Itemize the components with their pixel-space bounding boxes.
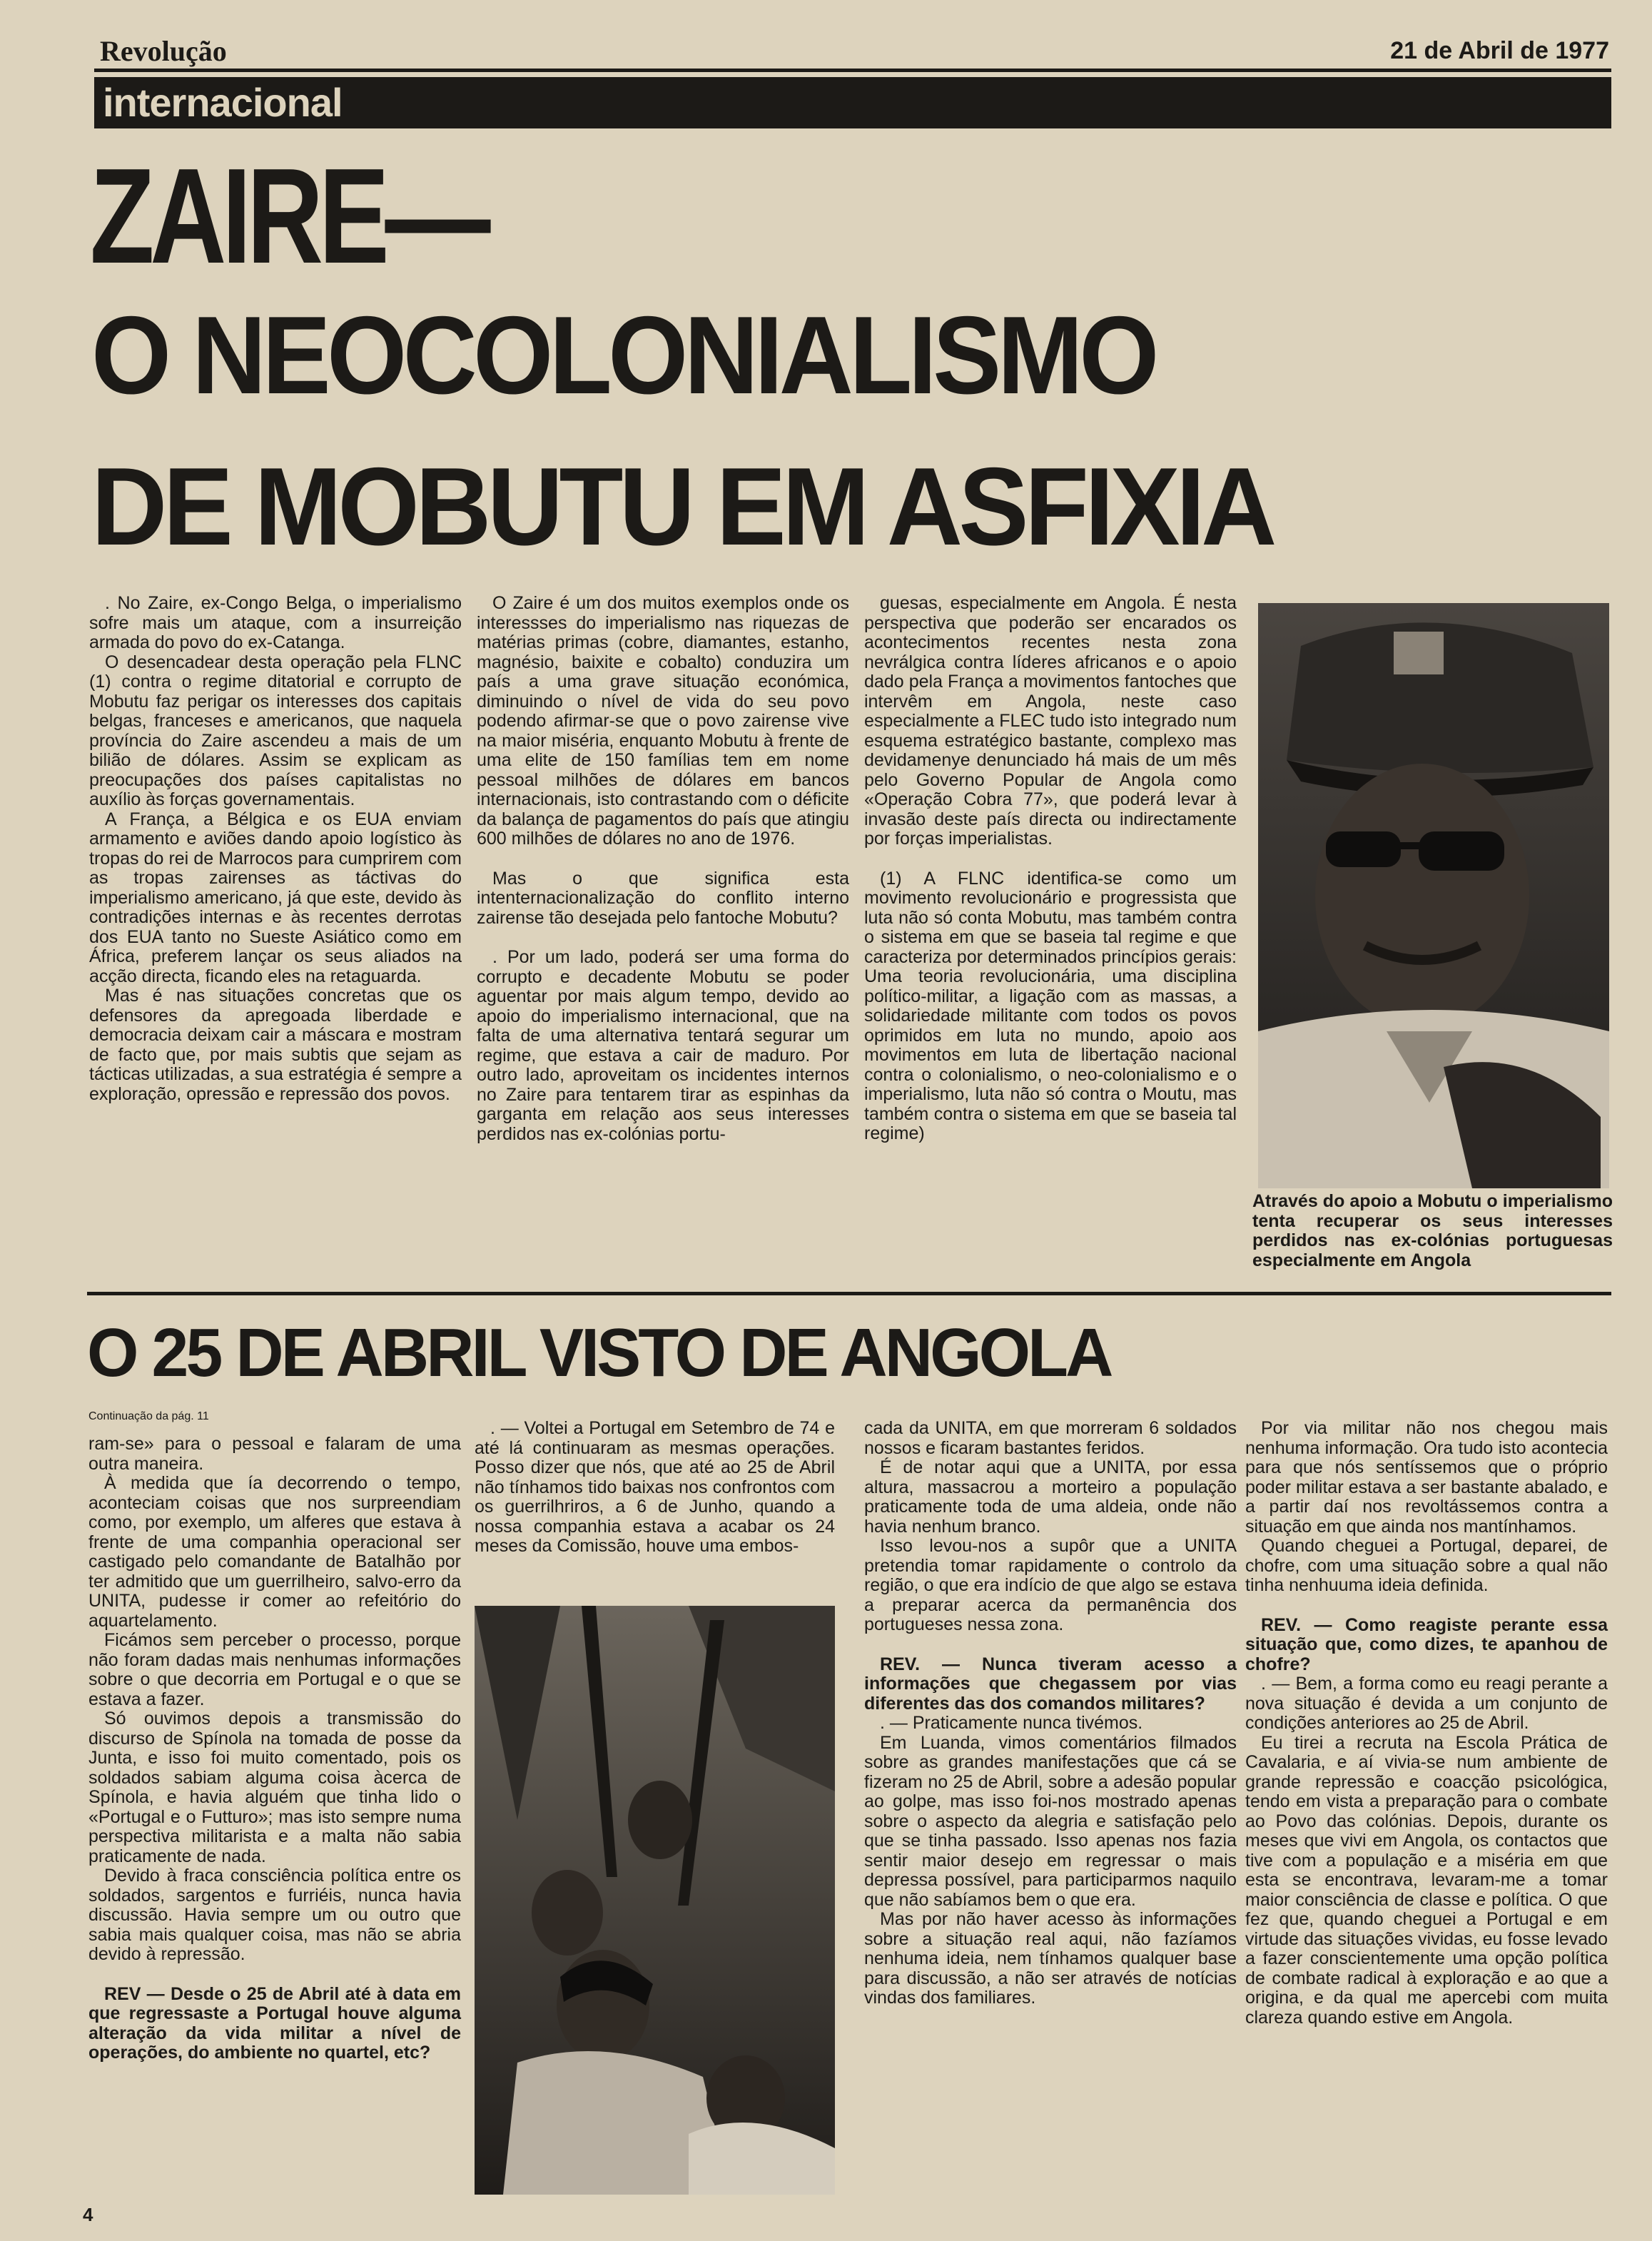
paragraph: guesas, especialmente em Angola. É nesta perspectiva que poderão ser encarados os acontecimentos recentes nesta zona nevrálgica contra líderes africanos e o apoio dado pela França a movimentos fantoches que intervêm em Angola, neste caso especialmente a FLEC tudo isto integrado num esquema estratégico bastante, complexo mas devidamenye denunciado há mais de um mês pelo Governo Popular de Angola como «Operação Cobra 77», que poderá levar à invasão deste país directa ou indirectamente por forças imperialistas. — [864, 593, 1237, 849]
paragraph: . — Praticamente nunca tivémos. — [880, 1713, 1143, 1733]
paragraph: O Zaire é um dos muitos exemplos onde os interessses do imperialismo nas riquezas de matérias primas (cobre, diamantes, estanho, magnésio, baixite e cobalto) conduzira um país a uma grave situação económica, diminuindo o nível de vida do seu povo podendo afirmar-se que o povo zairense vive na maior miséria, enquanto Mobutu à frente de uma elite de 150 famílias tem em nome pessoal milhões de dólares em bancos internacionais, isto contrastando com o déficite da balança de pagamentos do país que atingiu 600 milhões de dólares no ano de 1976. — [477, 593, 849, 849]
paragraph: Devido à fraca consciência política entre os soldados, sargentos e furriéis, nunca havia discussão. Havia sempre um ou outro que sabia mais qualquer coisa, mas não se abria devido à repressão. — [88, 1866, 461, 1964]
paragraph: . Por um lado, poderá ser uma forma do corrupto e decadente Mobutu se poder aguentar por mais algum tempo, devido ao apoio do imperialismo internacional, que na falta de uma alternativa tentará segurar um regime, que estava a cair de maduro. Por outro lado, aproveitam os incidentes internos no Zaire para tentarem tirar as espinhas da garganta em relação aos seus interesses perdidos nas ex-colónias portu- — [477, 947, 849, 1144]
paragraph: . — Voltei a Portugal em Setembro de 74 e até lá continuaram as mesmas operações. Posso dizer que nós, que até ao 25 de Abril não tínhamos tido baixas nos confrontos com os guerrilhriros, a 6 de Junho, quando a nossa companhia estava a acabar os 24 meses da Comissão, houve uma embos- — [475, 1418, 835, 1556]
continuation-note: Continuação da pág. 11 — [88, 1410, 209, 1422]
article2-column-2 — [475, 1419, 835, 1557]
paragraph: Em Luanda, vimos comentários filmados sobre as grandes manifestações que cá se fizeram no 25 de Abril, sobre a adesão popular ao golpe, mas isso foi-nos mostrado apenas sobre o aspecto da alegria e satisfação pelo que se tinha passado. Isso apenas nos fazia sentir maior desejo em regressar o mais depressa possível, para participarmos naquilo que não sabíamos bem o que era. — [864, 1732, 1237, 1910]
photo-mobutu-portrait — [1258, 603, 1609, 1188]
crowd-illustration — [475, 1606, 835, 2195]
article1-column-2 — [477, 594, 849, 1144]
headline-line-2: O NEOCOLONIALISMO — [91, 293, 1155, 417]
top-rule — [94, 69, 1611, 72]
paragraph: Isso levou-nos a supôr que a UNITA pretendia tomar rapidamente o controlo da região, o que era indício de que algo se estava a preparar acerca da permanência dos portugueses nessa zona. — [864, 1536, 1237, 1634]
paragraph: Mas por não haver acesso às informações sobre a situação real aqui, não fazíamos nenhuma ideia, nem tínhamos qualquer base para discussão, a não ser através de notícias vindas dos familiares. — [864, 1909, 1237, 2008]
page-number: 4 — [83, 2204, 93, 2225]
paragraph: À medida que ía decorrendo o tempo, aconteciam coisas que nos surpreendiam como, por exemplo, um alferes que estava à frente de uma companhia operacional ser castigado pelo comandante de Batalhão por ter admitido que um guerrilheiro, salvo-erro da UNITA, pudesse ir comer ao refeitório do aquartelamento. — [88, 1473, 461, 1631]
paragraph: Só ouvimos depois a transmissão do discurso de Spínola na tomada de posse da Junta, e isso foi muito comentado, pois os soldados sabiam alguma coisa àcerca de Spínola, e havia alguém que tinha lido o «Portugal e o Futturo»; mas isto sempre numa perspectiva militarista e a malta não sabia praticamente de nada. — [88, 1709, 461, 1866]
paragraph: Mas é nas situações concretas que os defensores da apregoada liberdade e democracia deixam cair a máscara e mostram de facto que, por mais subtis que sejam as tácticas utilizadas, a sua estratégia é sempre a exploração, opressão e repressão dos povos. — [89, 986, 462, 1104]
paragraph: O desencadear desta operação pela FLNC (1) contra o regime ditatorial e corrupto de Mobutu faz perigar os interesses dos capitais belgas, franceses e americanos, que naquela província do Zaire ascendeu a mais de um bilião de dólares. Assim se explicam as preocupações dos países capitalistas no auxílio às forças governamentais. — [89, 652, 462, 809]
paragraph: . — Bem, a forma como eu reagi perante a nova situação é devida a um conjunto de condições anteriores ao 25 de Abril. — [1245, 1674, 1608, 1733]
paragraph: cada da UNITA, em que morreram 6 soldados nossos e ficaram bastantes feridos. — [864, 1418, 1237, 1458]
headline-article-2: O 25 DE ABRIL VISTO DE ANGOLA — [87, 1315, 1111, 1391]
section-label: internacional — [103, 80, 343, 125]
paragraph: Ficámos sem perceber o processo, porque não foram dadas mais nenhumas informações sobre o que decorria em Portugal e o que se estava a fazer. — [88, 1630, 461, 1709]
article1-column-1 — [89, 594, 462, 1104]
article2-column-3 — [864, 1419, 1237, 2008]
article1-column-3 — [864, 594, 1237, 1144]
paragraph: É de notar aqui que a UNITA, por essa altura, massacrou a morteiro a população praticamente toda de uma aldeia, onde não havia nenhum branco. — [864, 1457, 1237, 1537]
article2-column-1 — [88, 1435, 461, 2063]
photo-angolan-crowd — [475, 1606, 835, 2195]
headline-line-1: ZAIRE— — [90, 141, 487, 292]
masthead-date: 21 de Abril de 1977 — [1390, 37, 1609, 64]
portrait-illustration — [1258, 603, 1609, 1188]
section-bar — [94, 77, 1611, 128]
interview-question: REV. — Nunca tiveram acesso a informações que chegassem por vias diferentes das dos comandos militares? — [864, 1654, 1237, 1714]
article2-column-4 — [1245, 1419, 1608, 2028]
paragraph: . No Zaire, ex-Congo Belga, o imperialismo sofre mais um ataque, com a insurreição armada do povo do ex-Catanga. — [89, 593, 462, 652]
paragraph: Quando cheguei a Portugal, deparei, de chofre, com uma situação sobre a qual não tinha nenhuuma ideia definida. — [1245, 1536, 1608, 1595]
paragraph: Eu tirei a recruta na Escola Prática de Cavalaria, e aí vivia-se num ambiente de grande repressão e coacção psicológica, tendo em vista a preparação para o combate ao Povo das colónias. Depois, durante os meses que vivi em Angola, os contactos que tive com a população e a miséria em que esta se encontrava, levaram-me a tomar maior consciência de classe e política. O que fez que, quando cheguei a Portugal e em virtude das situações vividas, eu fosse levado a fazer conscientemente uma opção política de combate radical à exploração e ao que a origina, e da qual me apercebi com muita clareza quando estive em Angola. — [1245, 1732, 1608, 2028]
paragraph: Mas o que significa esta intenternacionalização do conflito interno zairense tão desejada pelo fantoche Mobutu? — [477, 868, 849, 928]
interview-question: REV — Desde o 25 de Abril até à data em que regressaste a Portugal houve alguma alteração da vida militar a nível de operações, do ambiente no quartel, etc? — [88, 1983, 461, 2063]
paragraph: A França, a Bélgica e os EUA enviam armamento e aviões dando apoio logístico às tropas do rei de Marrocos para cumprirem com as tropas zairenses as táctivas do imperialismo americano, já que este, devido às contradições internas e às recentes derrotas dos EUA tanto no Sueste Asiático como em África, preferem lançar os seus aliados na acção directa, ficando eles na retaguarda. — [89, 809, 462, 986]
paragraph: Por via militar não nos chegou mais nenhuma informação. Ora tudo isto acontecia para que nós sentíssemos que o próprio poder militar estava a ser bastante abalado, e a partir daí nos revoltássemos contra a situação em que ainda nos mantínhamos. — [1245, 1418, 1608, 1537]
masthead-paper-name: Revolução — [100, 35, 227, 67]
paragraph: ram-se» para o pessoal e falaram de uma outra maneira. — [88, 1434, 461, 1474]
interview-question: REV. — Como reagiste perante essa situação que, como dizes, te apanhou de chofre? — [1245, 1614, 1608, 1674]
footnote: (1) A FLNC identifica-se como um movimento revolucionário e progressista que luta não só conta Mobutu, mas também contra o sistema em que se baseia tal regime e que caracteriza por determinados princípios gerais: Uma teoria revolucionária, uma disciplina político-militar, a ligação com as massas, a solidariedade militante com todos os povos oprimidos em luta no mundo, apoio aos movimentos em luta de libertação nacional contra o colonialismo, o neo-colonialismo e o imperialismo, luta não só contra o Moutu, mas também contra o sistema em que se baseia tal regime) — [864, 868, 1237, 1143]
headline-line-3: DE MOBUTU EM ASFIXIA — [91, 445, 1273, 568]
section-divider — [87, 1292, 1611, 1295]
photo-caption: Através do apoio a Mobutu o imperialismo tenta recuperar os seus interesses perdidos nas ex-colónias portuguesas especialmente em Angola — [1252, 1191, 1613, 1270]
